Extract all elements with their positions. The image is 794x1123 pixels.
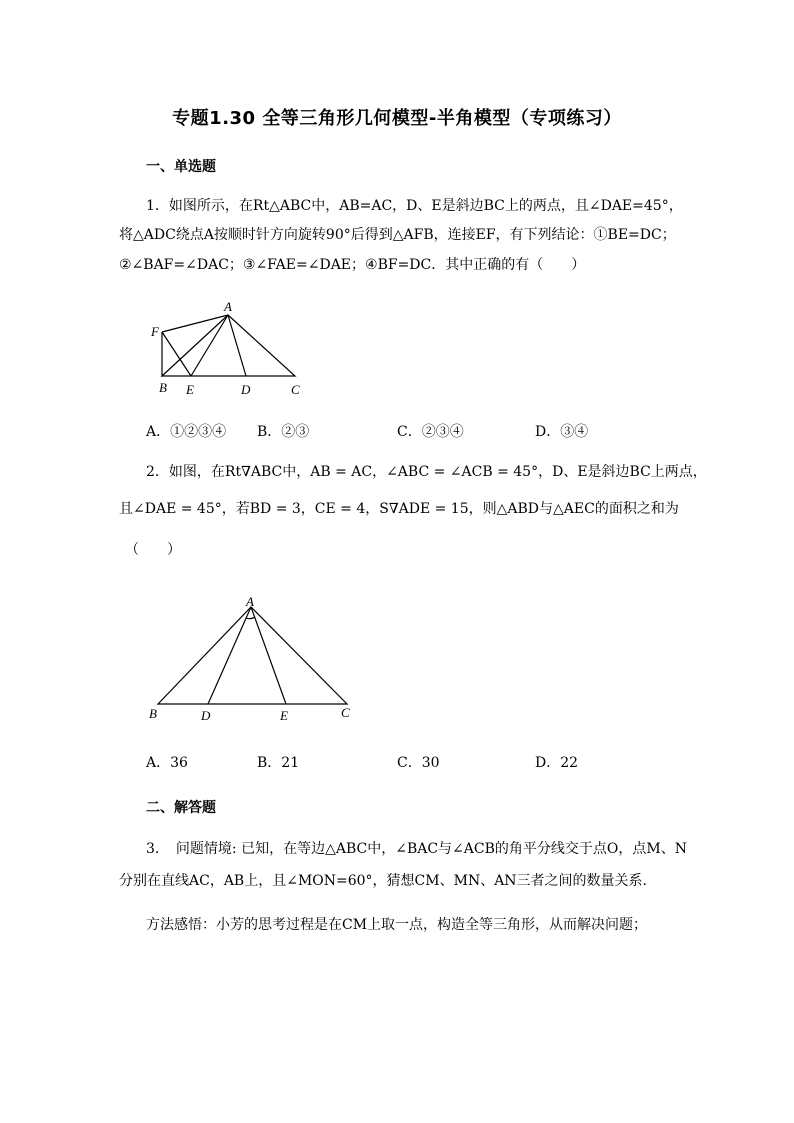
- q2-option-b[interactable]: B．21: [257, 755, 300, 771]
- label-e: E: [280, 708, 288, 723]
- q2-option-d[interactable]: D．22: [535, 755, 579, 771]
- label-b: B: [149, 706, 157, 721]
- section-heading-single-choice: 一、单选题: [146, 159, 216, 175]
- question-2-figure: [140, 590, 365, 725]
- label-c: C: [291, 382, 300, 397]
- section-heading-answer: 二、解答题: [146, 800, 216, 816]
- question-1-line-1: 1．如图所示，在Rt△ABC中，AB=AC，D、E是斜边BC上的两点，且∠DAE=45°，: [146, 198, 683, 214]
- page-title: 专题1.30 全等三角形几何模型-半角模型（专项练习）: [172, 108, 622, 129]
- label-a: A: [224, 299, 232, 314]
- question-2-line-1: 2．如图，在Rt∇ABC中，AB = AC，∠ABC = ∠ACB = 45°，D、E是斜边BC上两点，: [146, 464, 707, 480]
- label-f: F: [151, 324, 159, 339]
- q1-option-b[interactable]: B．②③: [257, 424, 310, 440]
- q2-option-c[interactable]: C．30: [397, 755, 440, 771]
- label-d: D: [241, 382, 251, 397]
- q2-option-a[interactable]: A．36: [146, 755, 188, 771]
- question-2-line-2: 且∠DAE = 45°，若BD = 3，CE = 4，S∇ADE = 15，则△ABD与△AEC的面积之和为: [119, 501, 679, 517]
- question-1-line-3: ②∠BAF=∠DAC；③∠FAE=∠DAE；④BF=DC．其中正确的有（ ）: [119, 257, 586, 273]
- label-c: C: [341, 705, 350, 720]
- label-a: A: [246, 594, 254, 609]
- label-b: B: [159, 380, 167, 395]
- q1-option-a[interactable]: A．①②③④: [146, 424, 227, 440]
- angle-dae-arc: [246, 617, 255, 619]
- question-3-line-3: 方法感悟：小芳的思考过程是在CM上取一点，构造全等三角形，从而解决问题；: [146, 917, 648, 933]
- label-d: D: [201, 708, 211, 723]
- triangle-abc: [162, 315, 295, 376]
- label-e: E: [186, 382, 194, 397]
- segment-ad: [228, 315, 246, 376]
- question-3-line-2: 分别在直线AC，AB上，且∠MON=60°，猜想CM、MN、AN三者之间的数量关系．: [119, 873, 657, 889]
- q1-option-c[interactable]: C．②③④: [397, 424, 464, 440]
- question-2-line-3: （ ）: [125, 542, 181, 558]
- segment-ae: [191, 315, 228, 376]
- segment-ae: [251, 607, 286, 704]
- q1-option-d[interactable]: D．③④: [535, 424, 589, 440]
- question-3-line-1: 3． 问题情境: 已知，在等边△ABC中，∠BAC与∠ACB的角平分线交于点O，点M、N: [146, 841, 687, 857]
- segment-ad: [208, 607, 251, 704]
- triangle-abc: [158, 607, 347, 704]
- question-1-figure: [140, 295, 320, 400]
- question-1-line-2: 将△ADC绕点A按顺时针方向旋转90°后得到△AFB，连接EF，有下列结论：①BE=DC；: [119, 227, 676, 243]
